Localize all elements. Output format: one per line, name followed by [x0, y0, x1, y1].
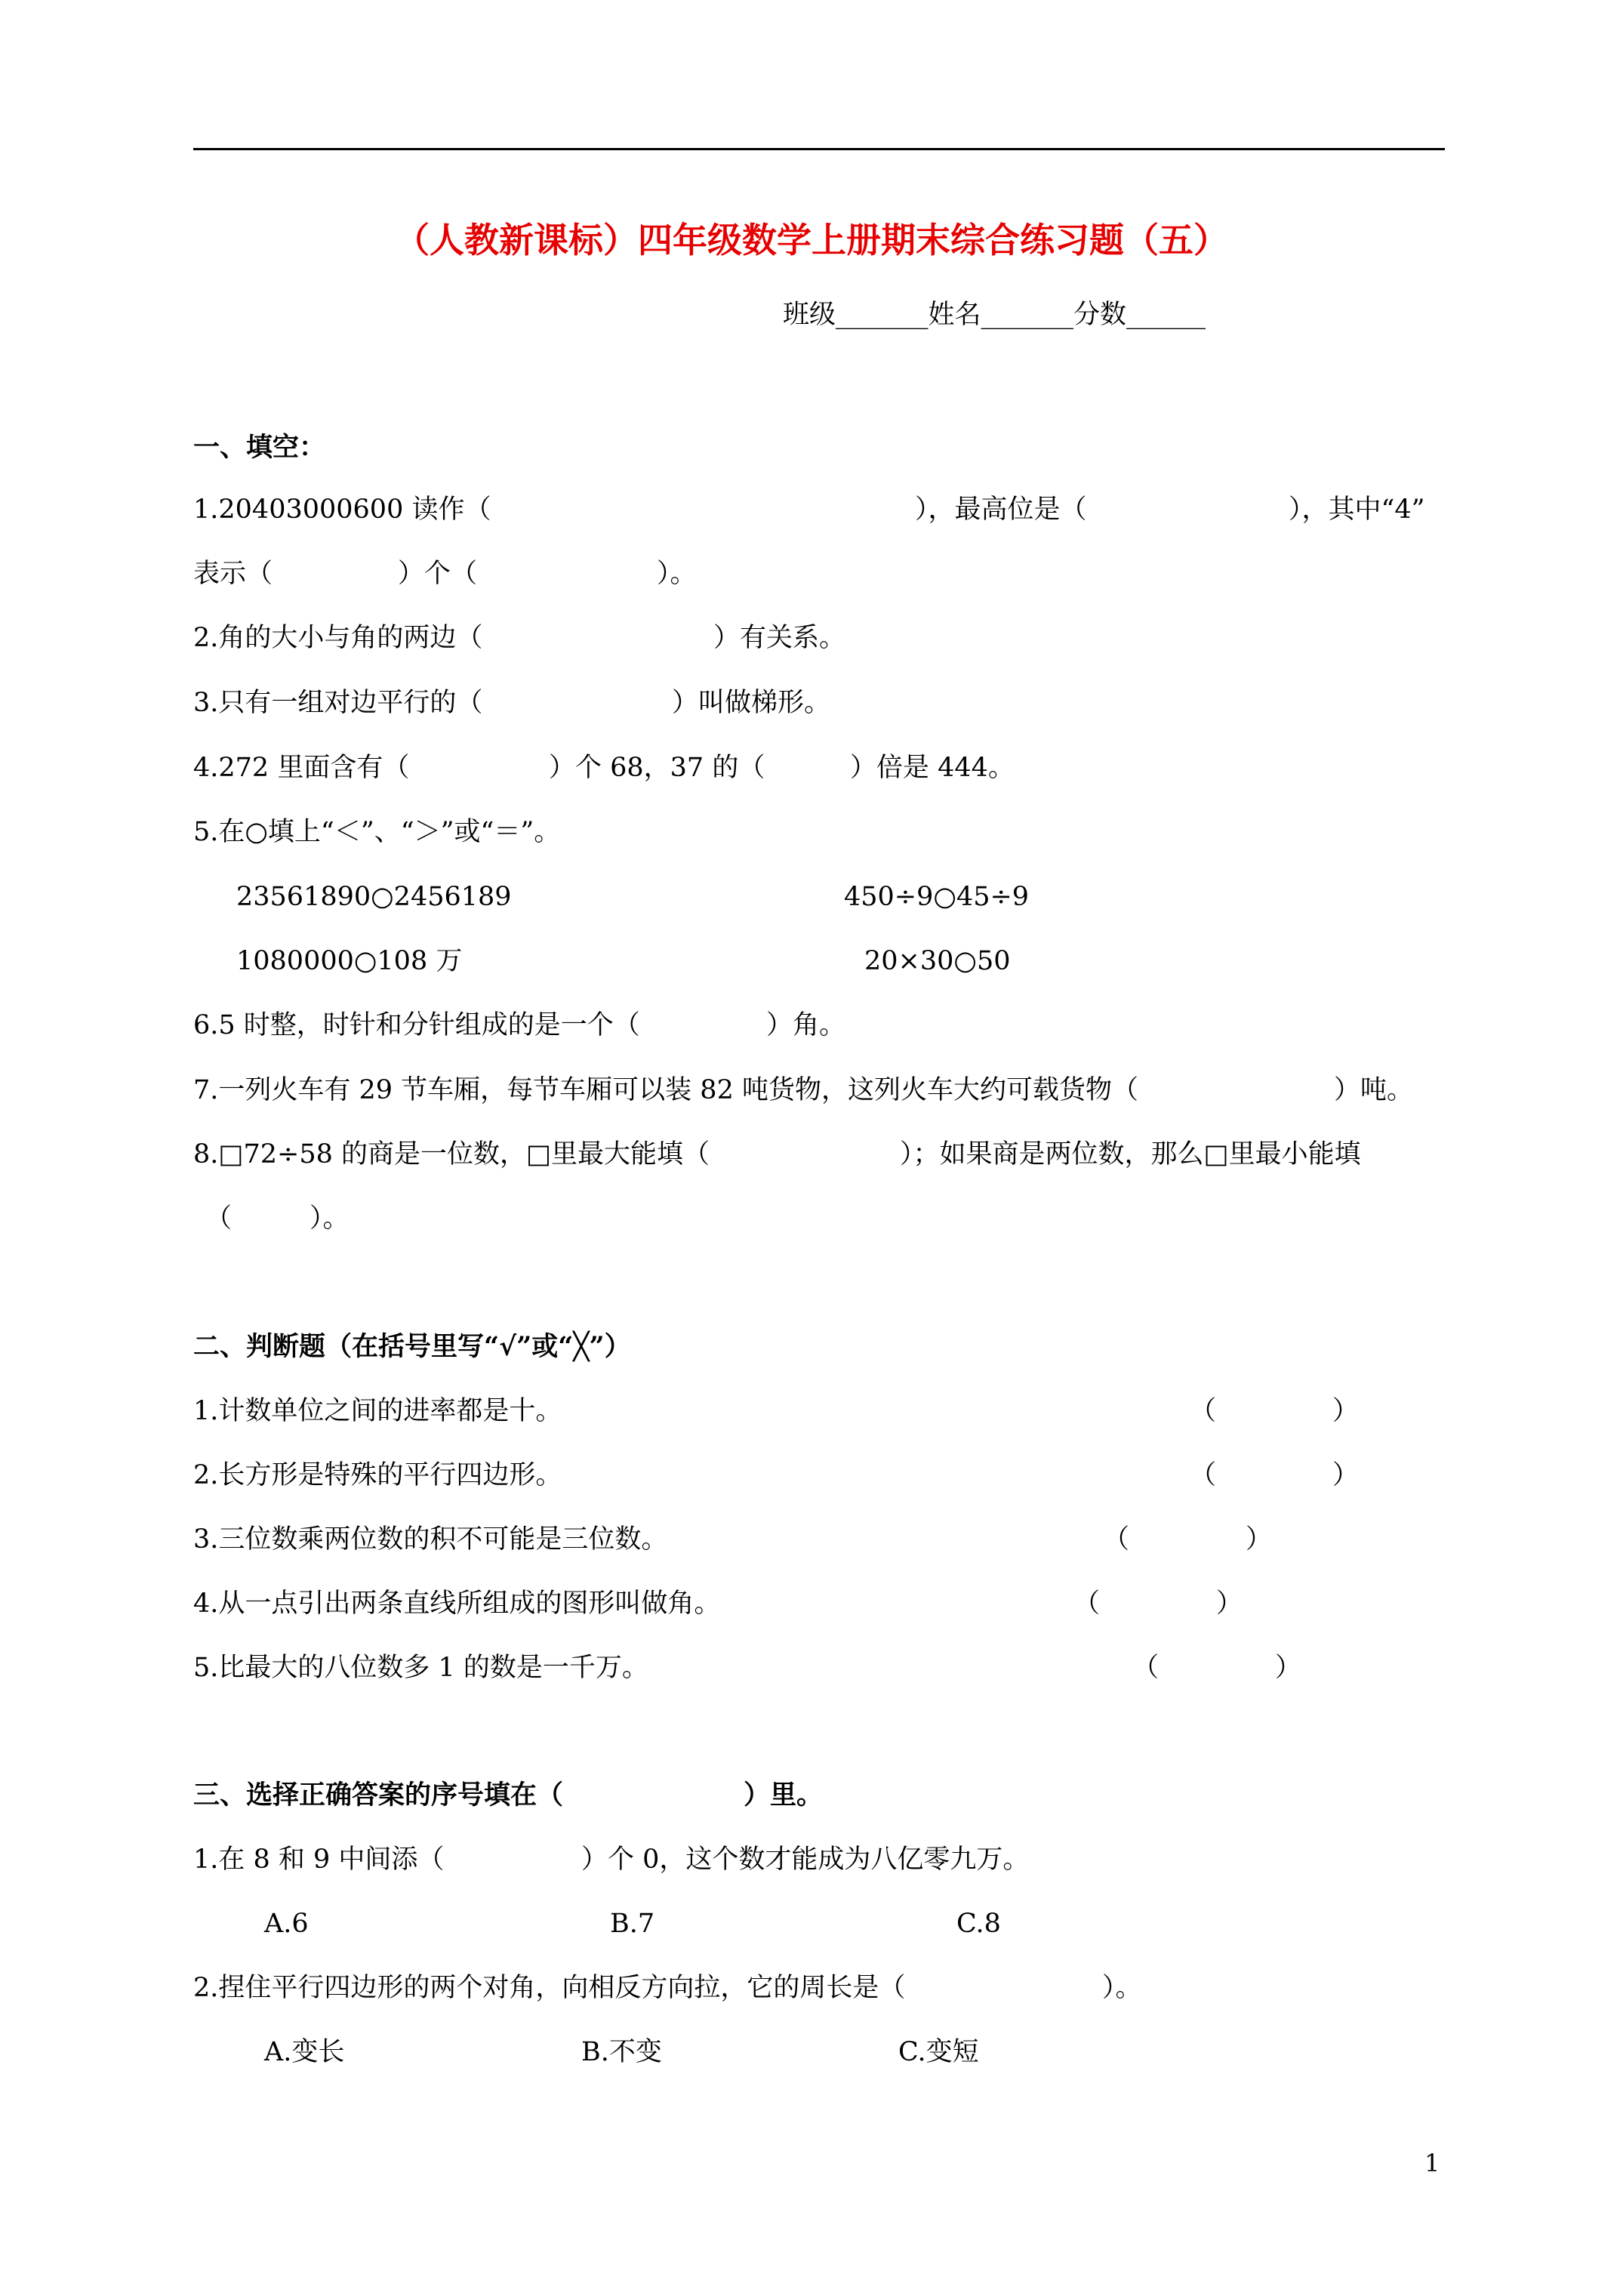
judge-item-4-close: ）: [1216, 1589, 1243, 1619]
choice-q2-part1: 2.捏住平行四边形的两个对角，向相反方向拉，它的周长是（: [193, 1973, 906, 2003]
q5-comparison-1: 23561890○2456189: [236, 882, 512, 912]
judge-item-5-open: （: [1132, 1653, 1160, 1683]
q1-line2-part2: ）个（: [398, 559, 478, 589]
section-3-header-part2: ）里。: [744, 1780, 824, 1811]
choice-q2-option-a: A.变长: [264, 2037, 345, 2067]
judge-item-2-open: （: [1190, 1460, 1217, 1490]
judge-item-4: 4.从一点引出两条直线所组成的图形叫做角。: [193, 1589, 721, 1619]
q1-line1-part2: ），最高位是（: [915, 495, 1087, 525]
q1-line1-part3: ），其中“4”: [1289, 495, 1425, 525]
judge-item-3: 3.三位数乘两位数的积不可能是三位数。: [193, 1524, 668, 1555]
q4-part3: ）倍是 444。: [850, 753, 1015, 783]
judge-item-1-open: （: [1190, 1396, 1217, 1426]
q4-part2: ）个 68，37 的（: [549, 753, 765, 783]
q5-text: 5.在○填上“＜”、“＞”或“＝”。: [193, 817, 561, 847]
judge-item-2: 2.长方形是特殊的平行四边形。: [193, 1460, 562, 1490]
judge-item-3-open: （: [1103, 1524, 1130, 1555]
q8-line2-part1: （: [205, 1203, 233, 1234]
q5-comparison-3: 1080000○108 万: [236, 946, 463, 976]
section-1-header: 一、填空：: [193, 432, 326, 463]
choice-q2-option-c: C.变短: [898, 2037, 979, 2067]
student-info-line: 班级_______姓名_______分数______: [783, 300, 1206, 330]
choice-q1-part2: ）个 0，这个数才能成为八亿零九万。: [581, 1845, 1030, 1875]
q5-comparison-4: 20×30○50: [864, 946, 1011, 976]
q4-part1: 4.272 里面含有（: [193, 753, 410, 783]
q7-part1: 7.一列火车有 29 节车厢，每节车厢可以装 82 吨货物，这列火车大约可载货物（: [193, 1075, 1138, 1105]
q6-part2: ）角。: [766, 1010, 846, 1040]
page-title: （人教新课标）四年级数学上册期末综合练习题（五）: [395, 220, 1228, 260]
choice-q1-option-c: C.8: [956, 1909, 1001, 1939]
q6-part1: 6.5 时整，时针和分针组成的是一个（: [193, 1010, 640, 1040]
q8-line2-part2: ）。: [310, 1203, 350, 1234]
choice-q1-part1: 1.在 8 和 9 中间添（: [193, 1845, 445, 1875]
judge-item-4-open: （: [1073, 1589, 1101, 1619]
judge-item-5-close: ）: [1275, 1653, 1302, 1683]
q3-part1: 3.只有一组对边平行的（: [193, 688, 483, 718]
q2-part2: ）有关系。: [713, 623, 846, 653]
judge-item-5: 5.比最大的八位数多 1 的数是一千万。: [193, 1653, 648, 1683]
choice-q1-option-a: A.6: [264, 1909, 309, 1939]
page-number: 1: [1424, 2149, 1440, 2177]
choice-q1-option-b: B.7: [610, 1909, 655, 1939]
q3-part2: ）叫做梯形。: [672, 688, 831, 718]
judge-item-3-close: ）: [1246, 1524, 1273, 1555]
judge-item-2-close: ）: [1332, 1460, 1360, 1490]
section-2-header: 二、判断题（在括号里写“√”或“╳”）: [193, 1331, 631, 1362]
q1-line2-part1: 表示（: [193, 559, 273, 589]
header-rule: [193, 148, 1445, 150]
choice-q2-part2: ）。: [1102, 1973, 1142, 2003]
q1-line2-part3: ）。: [657, 559, 697, 589]
q5-comparison-2: 450÷9○45÷9: [844, 882, 1030, 912]
q2-part1: 2.角的大小与角的两边（: [193, 623, 483, 653]
judge-item-1-close: ）: [1332, 1396, 1360, 1426]
choice-q2-option-b: B.不变: [581, 2037, 662, 2067]
q1-line1-part1: 1.20403000600 读作（: [193, 495, 491, 525]
section-3-header-part1: 三、选择正确答案的序号填在（: [193, 1780, 564, 1811]
q8-line1-part1: 8.□72÷58 的商是一位数，□里最大能填（: [193, 1139, 710, 1170]
judge-item-1: 1.计数单位之间的进率都是十。: [193, 1396, 562, 1426]
q7-part2: ）吨。: [1334, 1075, 1414, 1105]
q8-line1-part2: ）；如果商是两位数，那么□里最小能填: [900, 1139, 1361, 1170]
